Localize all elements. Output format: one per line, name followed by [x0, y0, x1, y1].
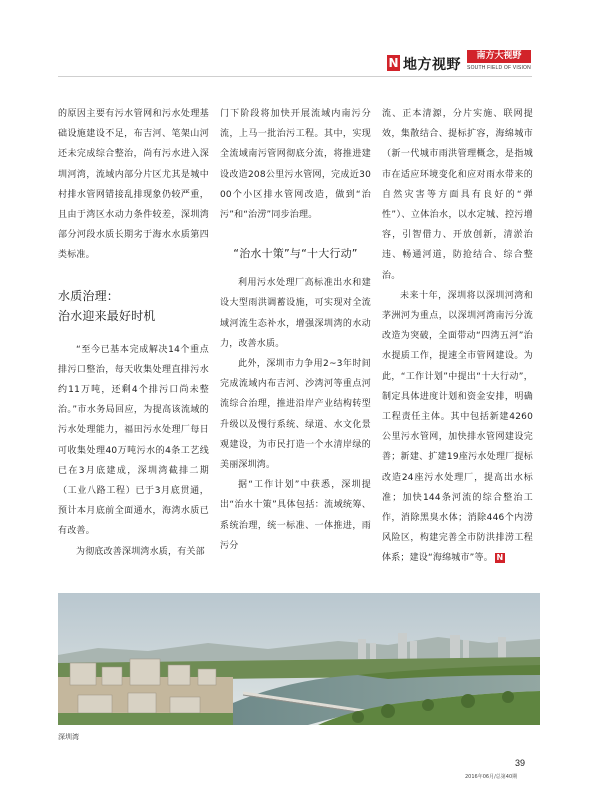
paragraph: 据“工作计划”中获悉，深圳提出“治水十策”具体包括：流域统筹、系统治理，统一标准、一体推进，雨污分 [220, 480, 371, 551]
paragraph: 的原因主要有污水管网和污水处理基础设施建设不足，布吉河、笔架山河还未完成综合整治，尚有污水进入深圳河湾，流域内部分片区尤其是城中村排水管网错接乱排现象仍较严重，且由于湾区水动力条件较差，深圳湾部分河段水质长期劣于海水水质第四类标准。 [58, 109, 209, 261]
paragraph: 为彻底改善深圳湾水质，有关部 [76, 546, 205, 557]
section-tag-english: SOUTH FIELD OF VISION [467, 65, 531, 71]
issue-info: 2016年06月/总第40期 [465, 774, 518, 780]
header-divider [58, 76, 532, 77]
paragraph: 此外，深圳市力争用2~3年时间完成流域内布吉河、沙湾河等重点河流综合治理，推进沿岸产业结构转型升级以及慢行系统、绿道、水文化景观建设，为市民打造一个水清岸绿的美丽深圳湾。 [220, 359, 371, 471]
photo-caption: 深圳湾 [58, 733, 79, 741]
paragraph: 流、正本清源，分片实施、联网提效，集散结合、提标扩容，海绵城市（新一代城市雨洪管理概念，是指城市在适应环境变化和应对雨水带来的自然灾害等方面具有良好的“弹性”）、立体治水，以水定城、控污增容，引智借力、开放创新，清淤治违、畅通河道，防抢结合、综合整治。 [382, 109, 533, 281]
text-column-3 [382, 104, 533, 569]
magazine-logo-icon: N [388, 56, 399, 70]
page-number: 39 [515, 758, 526, 768]
paragraph: 门下阶段将加快开展流域内南污分流，上马一批治污工程。其中，实现全流域南污管网彻底分流，将推进建设改造208公里污水管网，完成近3000个小区排水管网改造，做到“治污”和“治涝”同步治理。 [220, 109, 371, 221]
section-heading: “治水十策”与“十大行动” [233, 247, 358, 261]
paragraph: “至今已基本完成解决14个重点排污口整治，每天收集处理直排污水约11万吨，还剩4个排污口尚未整治。”市水务局回应，为提高该流域的污水处理能力，福田污水处理厂每日可收集处理40万吨污水的4条工艺线已在3月底建成，深圳湾截排二期（工业八路工程）已于3月底贯通，预计本月底前全面通水，海湾水质已有改善。 [58, 344, 209, 537]
section-heading-line: 水质治理： [58, 288, 120, 303]
text-column-2 [220, 104, 371, 556]
column-brand-title: 地方视野 [403, 57, 461, 73]
paragraph: 利用污水处理厂高标准出水和建设大型雨洪调蓄设施，可实现对全流域河流生态补水，增强深圳湾的水动力，改善水质。 [220, 278, 371, 349]
section-heading-line: 治水迎来最好时机 [58, 308, 156, 323]
section-heading [58, 286, 209, 326]
section-tag: 南方大视野 [467, 50, 531, 63]
article-end-mark-icon: N [496, 552, 504, 562]
paragraph-text: 未来十年，深圳将以深圳河湾和茅洲河为重点，以深圳河湾南污分流改造为突破，全面带动“四湾五河”治水提质工作，提速全市管网建设。为此，“工作计划”中提出“十大行动”，制定具体进度计划和资金安排，明确工程责任主体。其中包括新建4260公里污水管网，加快排水管网建设完善；新建、扩建19座污水处理厂提标改造24座污水处理厂，提高出水标准；加快144条河流的综合整治工作，消除黑臭水体；消除446个内涝风险区，构建完善全市防洪排涝工程体系；建设“海绵城市”等。 [382, 290, 533, 564]
shenzhen-bay-photo [58, 593, 540, 725]
text-column-1 [58, 104, 209, 562]
paragraph [382, 286, 533, 569]
